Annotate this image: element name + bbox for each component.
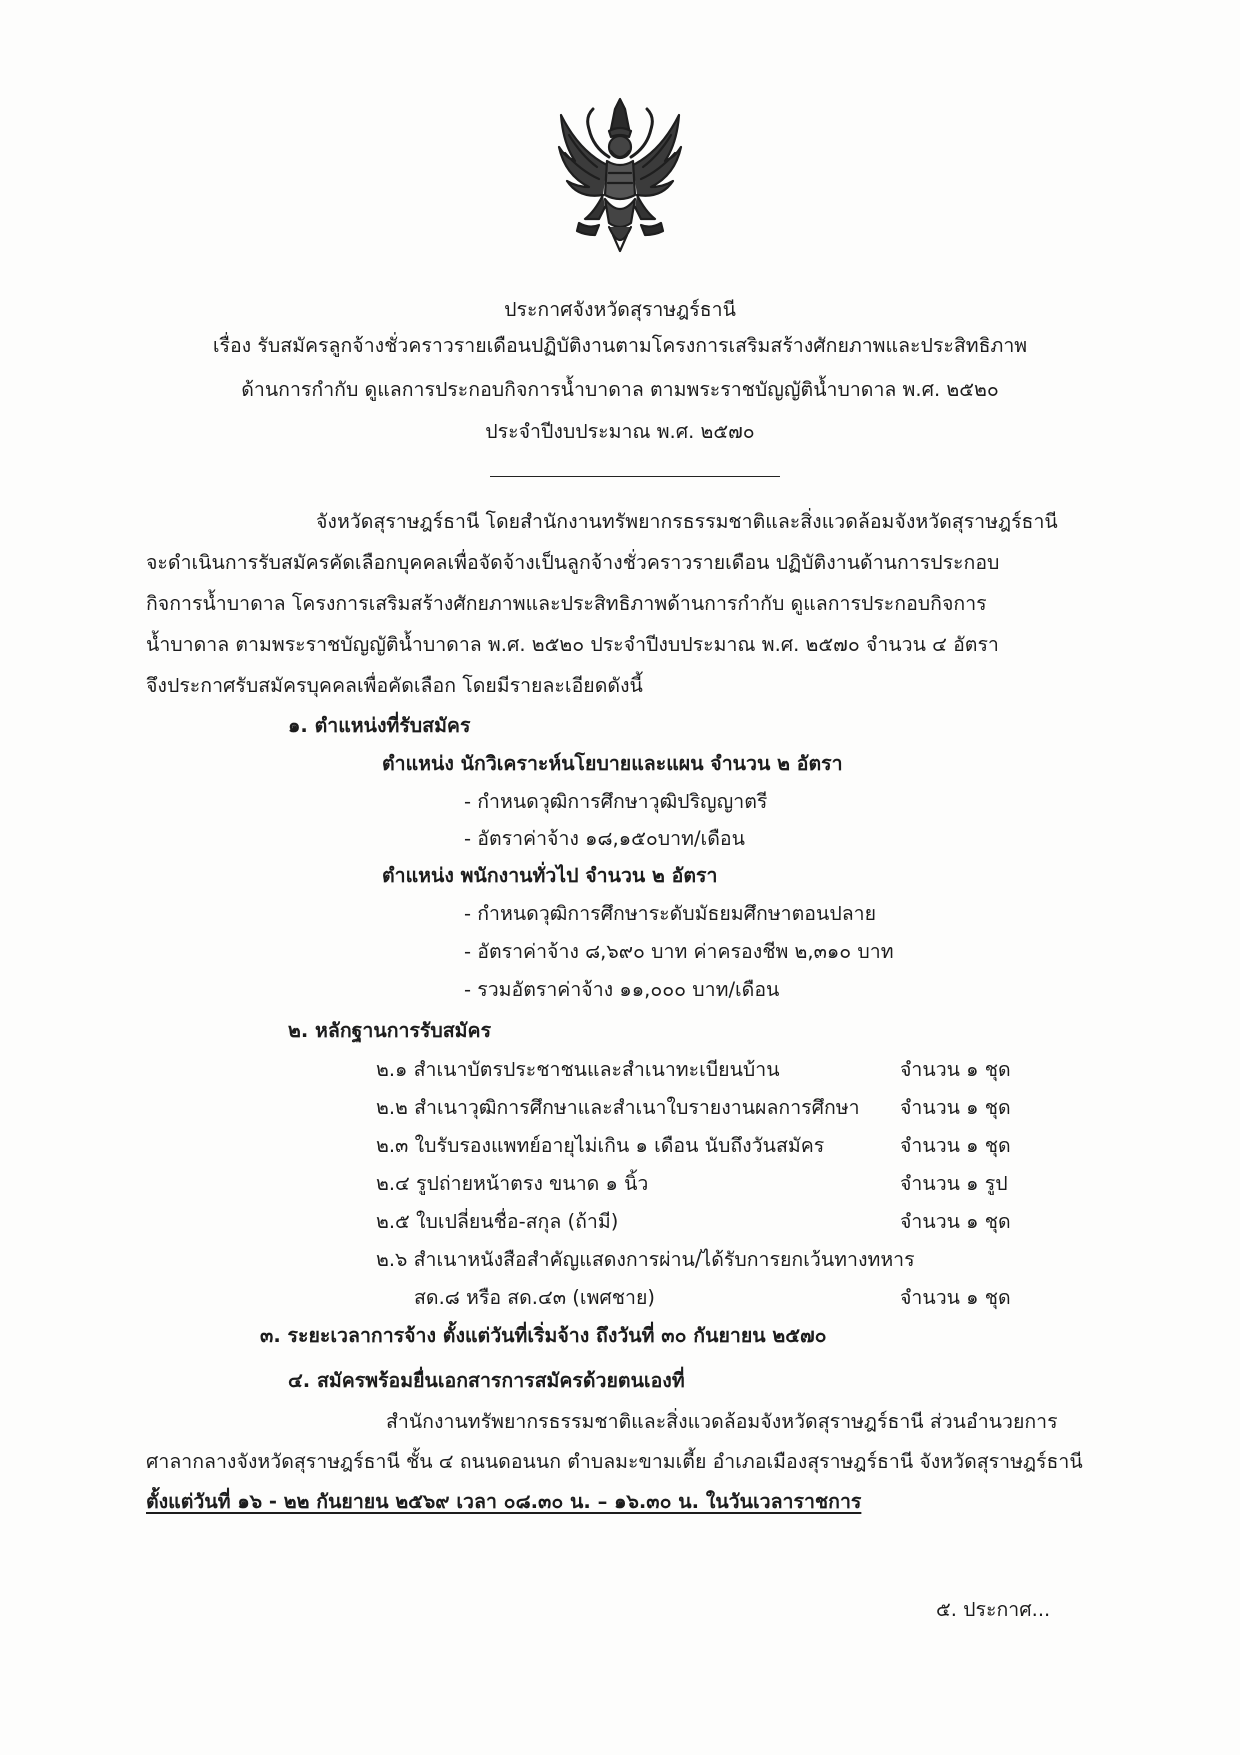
section-4-line: สำนักงานทรัพยากรธรรมชาติและสิ่งแวดล้อมจังหวัดสุราษฎร์ธานี ส่วนอำนวยการ xyxy=(386,1410,1058,1433)
document-item: ๒.๔ รูปถ่ายหน้าตรง ขนาด ๑ นิ้ว xyxy=(376,1172,649,1195)
document-item-count: จำนวน ๑ รูป xyxy=(900,1172,1008,1195)
document-item: ๒.๖ สำเนาหนังสือสำคัญแสดงการผ่าน/ได้รับการยกเว้นทางทหาร xyxy=(376,1248,915,1271)
document-item-count: จำนวน ๑ ชุด xyxy=(900,1210,1011,1233)
position-1-item: - กำหนดวุฒิการศึกษาวุฒิปริญญาตรี xyxy=(464,790,768,813)
document-item: ๒.๒ สำเนาวุฒิการศึกษาและสำเนาใบรายงานผลการศึกษา xyxy=(376,1096,860,1119)
garuda-emblem-icon xyxy=(555,95,685,257)
section-1-heading: ๑. ตำแหน่งที่รับสมัคร xyxy=(288,714,471,737)
intro-line: จึงประกาศรับสมัครบุคคลเพื่อคัดเลือก โดยมีรายละเอียดดังนี้ xyxy=(146,674,643,697)
position-1-title: ตำแหน่ง นักวิเคราะห์นโยบายและแผน จำนวน ๒ อัตรา xyxy=(382,752,843,775)
intro-line: น้ำบาดาล ตามพระราชบัญญัติน้ำบาดาล พ.ศ. ๒๕๒๐ ประจำปีงบประมาณ พ.ศ. ๒๕๗๐ จำนวน ๔ อัตรา xyxy=(146,633,999,656)
subject-line-1: เรื่อง รับสมัครลูกจ้างชั่วคราวรายเดือนปฏิบัติงานตามโครงการเสริมสร้างศักยภาพและประสิทธิภาพ xyxy=(212,334,1028,357)
intro-line: กิจการน้ำบาดาล โครงการเสริมสร้างศักยภาพและประสิทธิภาพด้านการกำกับ ดูแลการประกอบกิจการ xyxy=(146,592,987,615)
position-2-item: - กำหนดวุฒิการศึกษาระดับมัธยมศึกษาตอนปลาย xyxy=(464,902,877,925)
position-2-item: - อัตราค่าจ้าง ๘,๖๙๐ บาท ค่าครองชีพ ๒,๓๑๐ บาท xyxy=(464,940,894,963)
document-item: ๒.๕ ใบเปลี่ยนชื่อ-สกุล (ถ้ามี) xyxy=(376,1210,619,1233)
section-2-heading: ๒. หลักฐานการรับสมัคร xyxy=(288,1019,492,1042)
section-4-line: ศาลากลางจังหวัดสุราษฎร์ธานี ชั้น ๔ ถนนดอนนก ตำบลมะขามเตี้ย อำเภอเมืองสุราษฎร์ธานี จังหวัดสุราษฎร์ธานี xyxy=(146,1450,1083,1473)
subject-line-2: ด้านการกำกับ ดูแลการประกอบกิจการน้ำบาดาล ตามพระราชบัญญัติน้ำบาดาล พ.ศ. ๒๕๒๐ xyxy=(241,378,999,401)
document-item: ๒.๑ สำเนาบัตรประชาชนและสำเนาทะเบียนบ้าน xyxy=(376,1058,780,1081)
position-1-item: - อัตราค่าจ้าง ๑๘,๑๕๐บาท/เดือน xyxy=(464,827,745,850)
document-item-count: จำนวน ๑ ชุด xyxy=(900,1058,1011,1081)
subject-line-3: ประจำปีงบประมาณ พ.ศ. ๒๕๗๐ xyxy=(485,420,755,443)
position-2-item: - รวมอัตราค่าจ้าง ๑๑,๐๐๐ บาท/เดือน xyxy=(464,978,780,1001)
document-item: ๒.๓ ใบรับรองแพทย์อายุไม่เกิน ๑ เดือน นับถึงวันสมัคร xyxy=(376,1134,825,1157)
document-item-count: จำนวน ๑ ชุด xyxy=(900,1134,1011,1157)
intro-line: จังหวัดสุราษฎร์ธานี โดยสำนักงานทรัพยากรธรรมชาติและสิ่งแวดล้อมจังหวัดสุราษฎร์ธานี xyxy=(316,510,1058,533)
intro-line: จะดำเนินการรับสมัครคัดเลือกบุคคลเพื่อจัดจ้างเป็นลูกจ้างชั่วคราวรายเดือน ปฏิบัติงานด้านการประกอบ xyxy=(146,551,1000,574)
document-item-count: จำนวน ๑ ชุด xyxy=(900,1286,1011,1309)
section-3-heading: ๓. ระยะเวลาการจ้าง ตั้งแต่วันที่เริ่มจ้าง ถึงวันที่ ๓๐ กันยายน ๒๕๗๐ xyxy=(260,1324,827,1347)
announcement-title: ประกาศจังหวัดสุราษฎร์ธานี xyxy=(504,298,736,321)
position-2-title: ตำแหน่ง พนักงานทั่วไป จำนวน ๒ อัตรา xyxy=(382,864,718,887)
next-page-marker: ๕. ประกาศ... xyxy=(936,1598,1051,1621)
application-period: ตั้งแต่วันที่ ๑๖ - ๒๒ กันยายน ๒๕๖๙ เวลา ๐๘.๓๐ น. – ๑๖.๓๐ น. ในวันเวลาราชการ xyxy=(146,1490,862,1513)
document-item: สด.๘ หรือ สด.๔๓ (เพศชาย) xyxy=(414,1286,656,1309)
section-4-heading: ๔. สมัครพร้อมยื่นเอกสารการสมัครด้วยตนเองที่ xyxy=(288,1369,685,1392)
header-divider xyxy=(490,476,780,477)
document-item-count: จำนวน ๑ ชุด xyxy=(900,1096,1011,1119)
